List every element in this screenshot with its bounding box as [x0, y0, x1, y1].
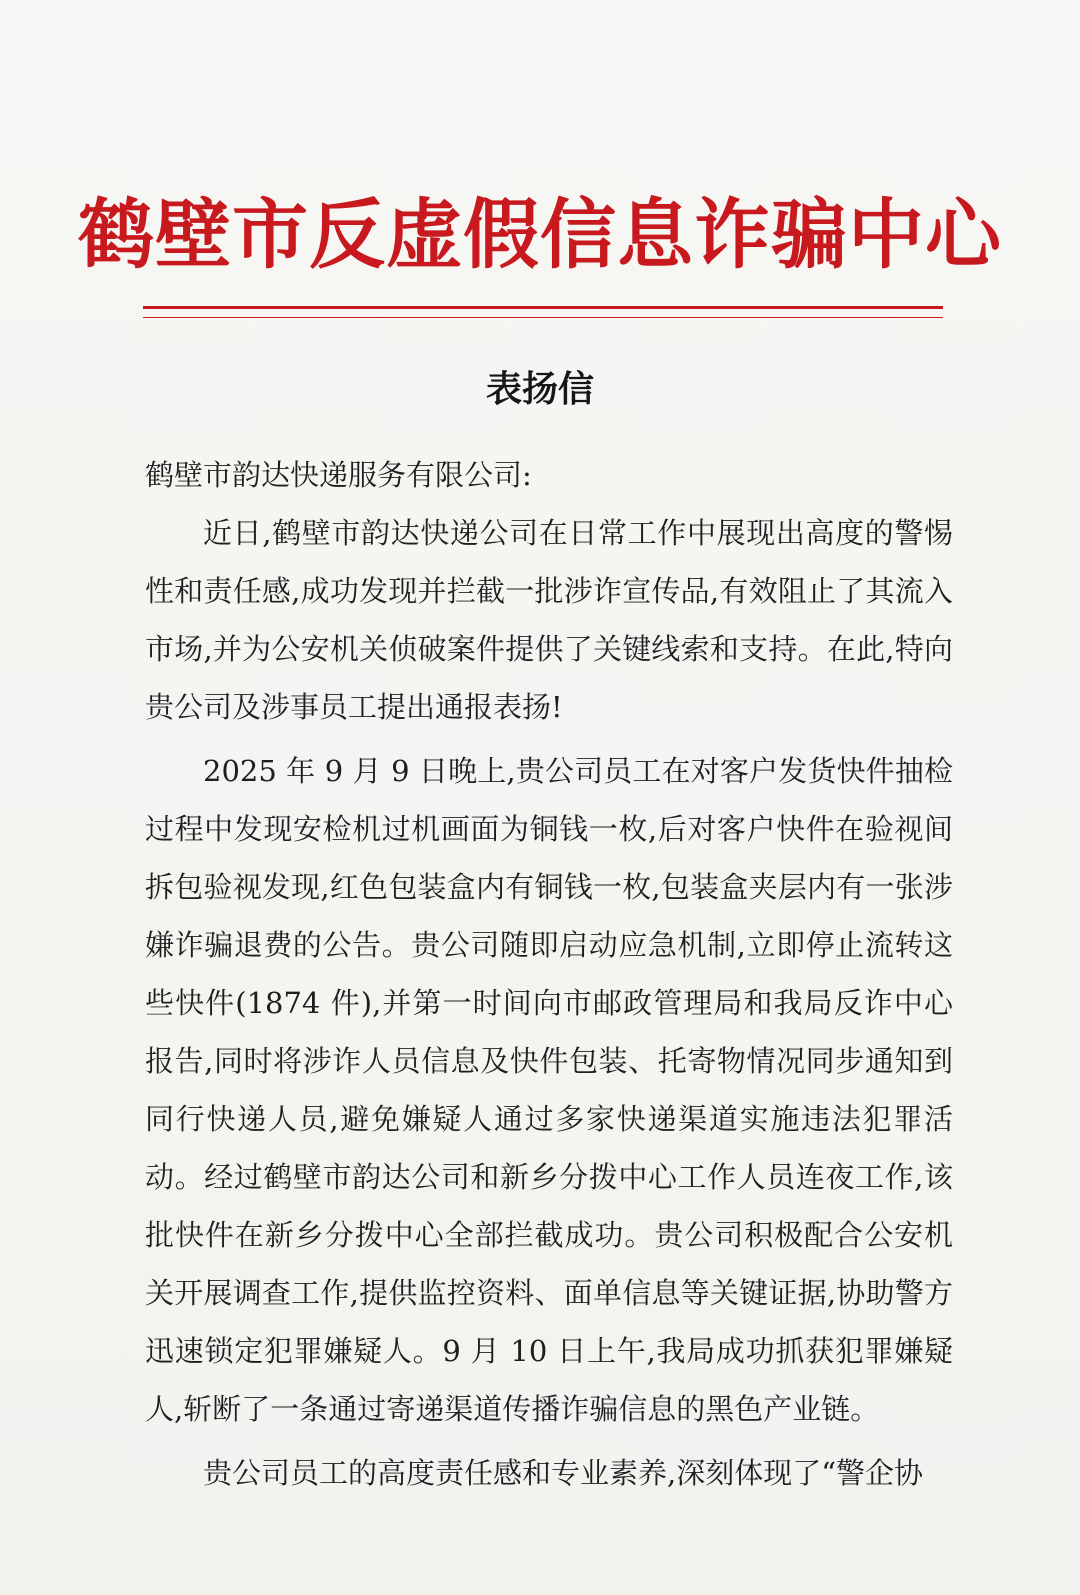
body-paragraph-1: 近日,鹤壁市韵达快递公司在日常工作中展现出高度的警惕性和责任感,成功发现并拦截一批涉诈宣传品,有效阻止了其流入市场,并为公安机关侦破案件提供了关键线索和支持。在此,特向贵公司及涉事员工提出通报表扬!	[145, 516, 953, 724]
letterhead-rule-thin	[143, 317, 943, 318]
letterhead-org-name: 鹤壁市反虚假信息诈骗中心	[78, 190, 1002, 279]
body-paragraph-3: 贵公司员工的高度责任感和专业素养,深刻体现了“警企协	[203, 1456, 924, 1490]
body-paragraph-2: 2025 年 9 月 9 日晚上,贵公司员工在对客户发货快件抽检过程中发现安检机过机画面为铜钱一枚,后对客户快件在验视间拆包验视发现,红色包装盒内有铜钱一枚,包装盒夹层内有一张涉嫌诈骗退费的公告。贵公司随即启动应急机制,立即停止流转这些快件(1874 件),并第一时间向市邮政管理局和我局反诈中心报告,同时将涉诈人员信息及快件包装、托寄物情况同步通知到同行快递人员,避免嫌疑人通过多家快递渠道实施违法犯罪活动。经过鹤壁市韵达公司和新乡分拨中心工作人员连夜工作,该批快件在新乡分拨中心全部拦截成功。贵公司积极配合公安机关开展调查工作,提供监控资料、面单信息等关键证据,协助警方迅速锁定犯罪嫌疑人。9 月 10 日上午,我局成功抓获犯罪嫌疑人,斩断了一条通过寄递渠道传播诈骗信息的黑色产业链。	[145, 754, 953, 1426]
document-title: 表扬信	[485, 369, 594, 410]
letterhead-rule-thick	[143, 306, 943, 309]
salutation: 鹤壁市韵达快递服务有限公司:	[145, 458, 532, 492]
letter-body	[145, 446, 953, 1502]
